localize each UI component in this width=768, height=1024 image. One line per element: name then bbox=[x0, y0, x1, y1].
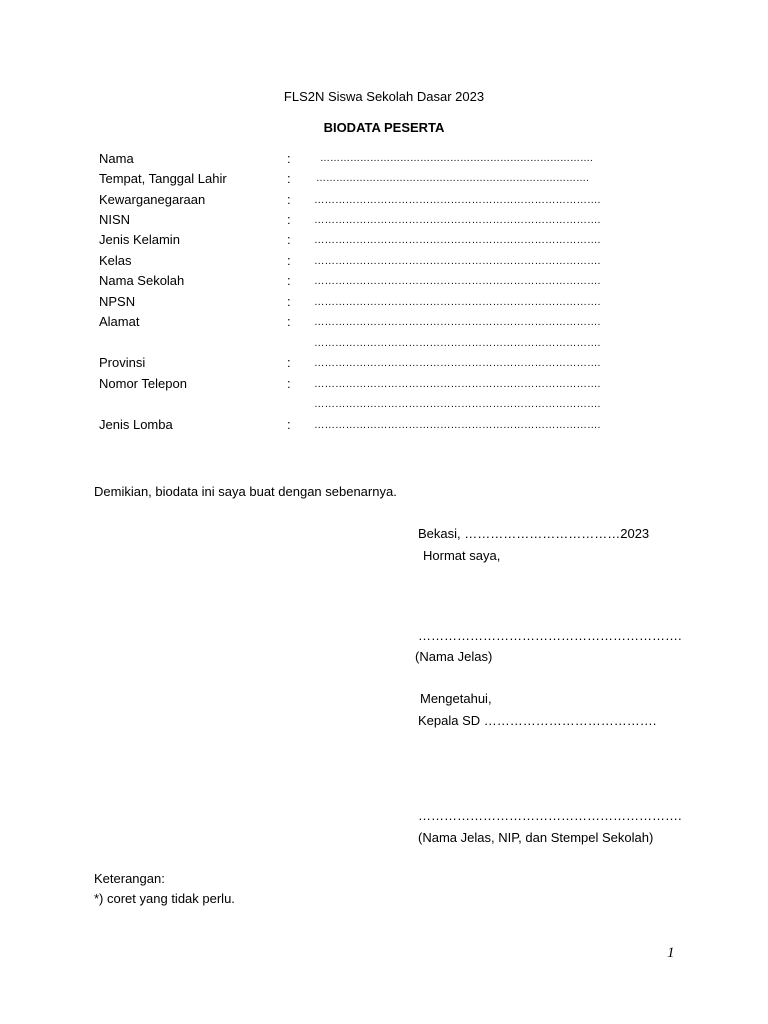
notes-item: *) coret yang tidak perlu. bbox=[94, 891, 235, 906]
field-colon: : bbox=[287, 192, 291, 207]
page-number: 1 bbox=[667, 945, 675, 961]
principal-signature-line[interactable]: ……………………………………………………. bbox=[418, 808, 682, 823]
field-label-nomor-telepon: Nomor Telepon bbox=[99, 376, 187, 391]
field-label-nisn: NISN bbox=[99, 212, 131, 227]
field-blank-nama-sekolah[interactable]: ………………………………………………………………………. bbox=[314, 275, 601, 287]
field-colon: : bbox=[287, 417, 291, 432]
field-blank-jenis-kelamin[interactable]: ………………………………………………………………………. bbox=[314, 234, 601, 246]
field-label-npsn: NPSN bbox=[99, 294, 136, 309]
field-colon: : bbox=[287, 273, 291, 288]
field-label-jenis-kelamin: Jenis Kelamin bbox=[99, 232, 180, 247]
field-blank-tempat-tanggal-lahir[interactable]: ………………………………………………………………………. bbox=[316, 173, 589, 184]
place-date-line[interactable]: Bekasi, ………………………………2023 bbox=[418, 526, 650, 541]
field-blank-provinsi[interactable]: ………………………………………………………………………. bbox=[314, 357, 601, 369]
name-note: (Nama Jelas) bbox=[415, 649, 493, 664]
field-blank-npsn[interactable]: ………………………………………………………………………. bbox=[314, 296, 601, 308]
notes-heading: Keterangan: bbox=[94, 871, 165, 886]
field-colon: : bbox=[287, 212, 291, 227]
document-title: FLS2N Siswa Sekolah Dasar 2023 bbox=[283, 89, 485, 104]
field-blank-jenis-lomba[interactable]: ………………………………………………………………………. bbox=[314, 419, 601, 431]
field-colon: : bbox=[287, 171, 291, 186]
field-label-provinsi: Provinsi bbox=[99, 355, 146, 370]
field-label-kelas: Kelas bbox=[99, 253, 132, 268]
field-blank-nama[interactable]: ………………………………………………………………………. bbox=[320, 153, 593, 164]
field-colon: : bbox=[287, 232, 291, 247]
field-label-nama-sekolah: Nama Sekolah bbox=[99, 273, 185, 288]
field-colon: : bbox=[287, 151, 291, 166]
greeting-text: Hormat saya, bbox=[423, 548, 501, 563]
field-label-kewarganegaraan: Kewarganegaraan bbox=[99, 192, 206, 207]
statement-text: Demikian, biodata ini saya buat dengan sebenarnya. bbox=[94, 484, 397, 499]
signature-line[interactable]: ……………………………………………………. bbox=[418, 628, 682, 643]
field-label-tempat-tanggal-lahir: Tempat, Tanggal Lahir bbox=[99, 171, 227, 186]
field-blank-kewarganegaraan[interactable]: ………………………………………………………………………. bbox=[314, 194, 601, 206]
field-colon: : bbox=[287, 355, 291, 370]
field-blank-nisn[interactable]: ………………………………………………………………………. bbox=[314, 214, 601, 226]
form-heading: BIODATA PESERTA bbox=[323, 120, 445, 135]
field-colon: : bbox=[287, 314, 291, 329]
field-label-alamat: Alamat bbox=[99, 314, 140, 329]
field-blank-alamat-line-2[interactable]: ………………………………………………………………………. bbox=[314, 337, 601, 349]
principal-note: (Nama Jelas, NIP, dan Stempel Sekolah) bbox=[418, 830, 654, 845]
field-blank-alamat[interactable]: ………………………………………………………………………. bbox=[314, 316, 601, 328]
field-colon: : bbox=[287, 376, 291, 391]
field-blank-kelas[interactable]: ………………………………………………………………………. bbox=[314, 255, 601, 267]
field-colon: : bbox=[287, 294, 291, 309]
field-label-nama: Nama bbox=[99, 151, 134, 166]
field-blank-nomor-telepon[interactable]: ………………………………………………………………………. bbox=[314, 378, 601, 390]
acknowledge-text: Mengetahui, bbox=[420, 691, 492, 706]
field-label-jenis-lomba: Jenis Lomba bbox=[99, 417, 173, 432]
principal-line[interactable]: Kepala SD …………………………………. bbox=[418, 713, 657, 728]
field-colon: : bbox=[287, 253, 291, 268]
field-blank-nomor-telepon-line-2[interactable]: ………………………………………………………………………. bbox=[314, 398, 601, 410]
